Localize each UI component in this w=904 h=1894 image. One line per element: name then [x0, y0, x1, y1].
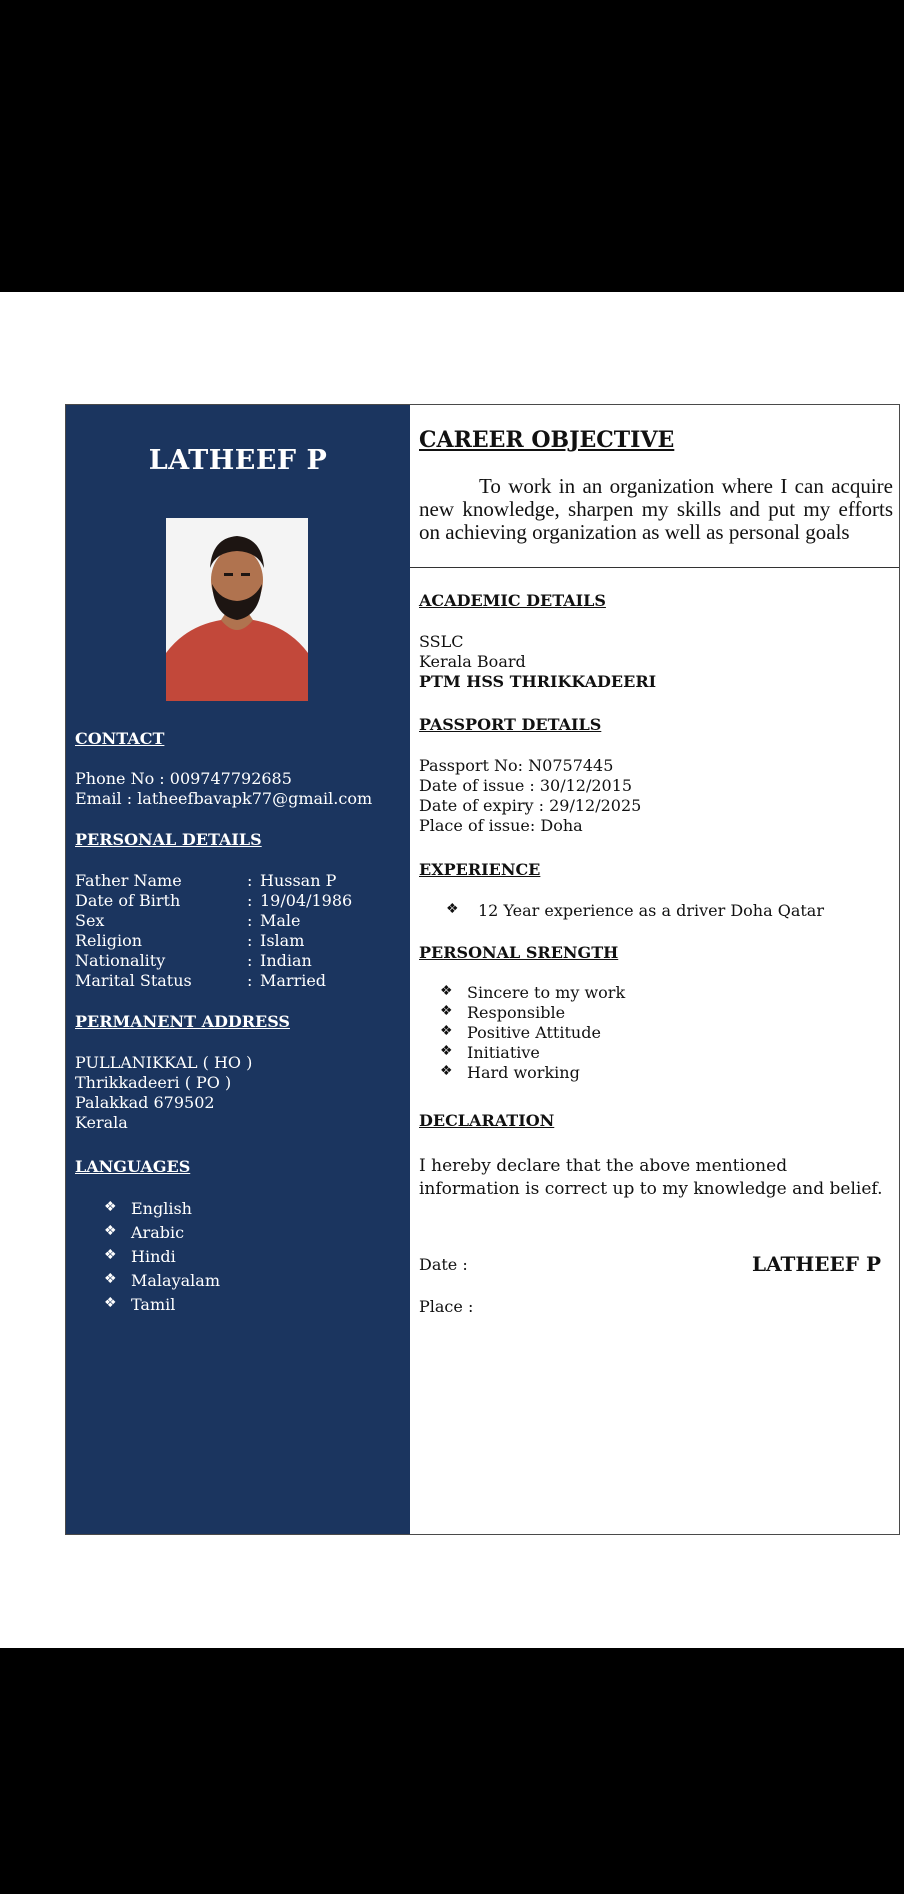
- personal-row: [75, 871, 405, 891]
- profile-photo: [166, 518, 308, 701]
- contact-email: Email : latheefbavapk77@gmail.com: [75, 789, 373, 808]
- row-label: Date of Birth: [75, 891, 181, 910]
- academic-details-heading: ACADEMIC DETAILS: [419, 591, 606, 610]
- permanent-address-heading: PERMANENT ADDRESS: [75, 1012, 290, 1031]
- academic-line: SSLC: [419, 632, 464, 651]
- resume-document: [65, 404, 900, 1535]
- contact-phone: Phone No : 009747792685: [75, 769, 292, 788]
- bullet-icon: ❖: [104, 1247, 117, 1263]
- passport-details-heading: PASSPORT DETAILS: [419, 715, 602, 734]
- experience-heading: EXPERIENCE: [419, 860, 541, 879]
- row-label: Father Name: [75, 871, 182, 890]
- main-content: CAREER OBJECTIVE To work in an organization where I can acquire new knowledge, sharpen my skills and put my efforts on achieving organization as well as personal goals ACADEMIC DETAILS SSLC Kerala Board PTM HSS THRIKKADEERI PASSPORT DETAILS Passport No: N0757445 Date of issue : 30/12/2015 Date of expiry : 29/12/2025 Place of issue: Doha EXPERIENCE ❖ 12 Year experience as a driver Doha Qatar PERSONAL SRENGTH ❖ Sincere to my work ❖ Responsible ❖ Positive Attitude ❖ Initiative ❖ Hard working DECLARATION I hereby declare that the above mentioned information is correct up to my knowledge and belief. Date : LATHEEF P Place :: [410, 405, 899, 1534]
- signature-name: LATHEEF P: [752, 1252, 881, 1276]
- bullet-icon: ❖: [104, 1223, 117, 1239]
- passport-line: Passport No: N0757445: [419, 756, 614, 775]
- row-separator: :: [247, 891, 253, 910]
- passport-line: Date of issue : 30/12/2015: [419, 776, 633, 795]
- address-block: [75, 1053, 252, 1133]
- passport-line: Date of expiry : 29/12/2025: [419, 796, 642, 815]
- career-objective-heading: CAREER OBJECTIVE: [419, 427, 675, 453]
- bullet-icon: ❖: [440, 1043, 453, 1059]
- bullet-icon: ❖: [104, 1271, 117, 1287]
- row-label: Sex: [75, 911, 105, 930]
- row-value: Married: [260, 971, 327, 990]
- personal-strength-heading: PERSONAL SRENGTH: [419, 943, 619, 962]
- row-value: 19/04/1986: [260, 891, 353, 910]
- section-divider: [410, 567, 899, 568]
- row-separator: :: [247, 931, 253, 950]
- row-value: Islam: [260, 931, 305, 950]
- academic-line: Kerala Board: [419, 652, 526, 671]
- candidate-name: LATHEEF P: [148, 445, 328, 476]
- address-line: PULLANIKKAL ( HO ): [75, 1053, 253, 1072]
- personal-row: [75, 931, 405, 951]
- bullet-icon: ❖: [440, 1063, 453, 1079]
- bullet-icon: ❖: [440, 983, 453, 999]
- row-label: Marital Status: [75, 971, 192, 990]
- academic-block: [419, 632, 656, 692]
- personal-details-heading: PERSONAL DETAILS: [75, 830, 262, 849]
- declaration-text: I hereby declare that the above mentioned information is correct up to my knowledge and belief.: [419, 1156, 883, 1199]
- row-separator: :: [247, 971, 253, 990]
- place-label: Place :: [419, 1297, 474, 1316]
- personal-row: [75, 891, 405, 911]
- row-value: Indian: [260, 951, 312, 970]
- row-value: Hussan P: [260, 871, 337, 890]
- row-value: Male: [260, 911, 301, 930]
- passport-line: Place of issue: Doha: [419, 816, 583, 835]
- row-separator: :: [247, 871, 253, 890]
- contact-heading: CONTACT: [75, 729, 165, 748]
- declaration-heading: DECLARATION: [419, 1111, 555, 1130]
- bullet-icon: ❖: [440, 1003, 453, 1019]
- languages-heading: LANGUAGES: [75, 1157, 191, 1176]
- row-separator: :: [247, 951, 253, 970]
- career-objective-text: To work in an organization where I can acquire new knowledge, sharpen my skills and put my efforts on achieving organization as well as personal goals: [419, 474, 893, 544]
- address-line: Thrikkadeeri ( PO ): [75, 1073, 232, 1092]
- row-label: Nationality: [75, 951, 166, 970]
- personal-row: [75, 971, 405, 991]
- bullet-icon: ❖: [446, 901, 459, 917]
- school-name: PTM HSS THRIKKADEERI: [419, 672, 657, 691]
- bullet-icon: ❖: [104, 1199, 117, 1215]
- personal-row: [75, 911, 405, 931]
- sidebar: LATHEEF P CONTACT Phone No : 009747792685 Email : latheefbavapk77@gmail.com PERSONAL DETAILS Father Name : Hussan P Date of Birth : 19/04/1986 Sex : Male Religion : Islam Nationality : Indian Marital Status : Married PERMANENT ADDRESS PULLANIKKAL ( HO ) Thrikkadeeri ( PO ) Palakkad 679502 Kerala LANGUAGES ❖ English ❖ Arabic ❖ Hindi ❖ Malayalam ❖ Tamil: [66, 405, 410, 1534]
- passport-block: [419, 756, 641, 836]
- address-line: Kerala: [75, 1113, 128, 1132]
- address-line: Palakkad 679502: [75, 1093, 215, 1112]
- personal-row: [75, 951, 405, 971]
- bullet-icon: ❖: [104, 1295, 117, 1311]
- row-separator: :: [247, 911, 253, 930]
- row-label: Religion: [75, 931, 143, 950]
- date-label: Date :: [419, 1255, 468, 1274]
- bullet-icon: ❖: [440, 1023, 453, 1039]
